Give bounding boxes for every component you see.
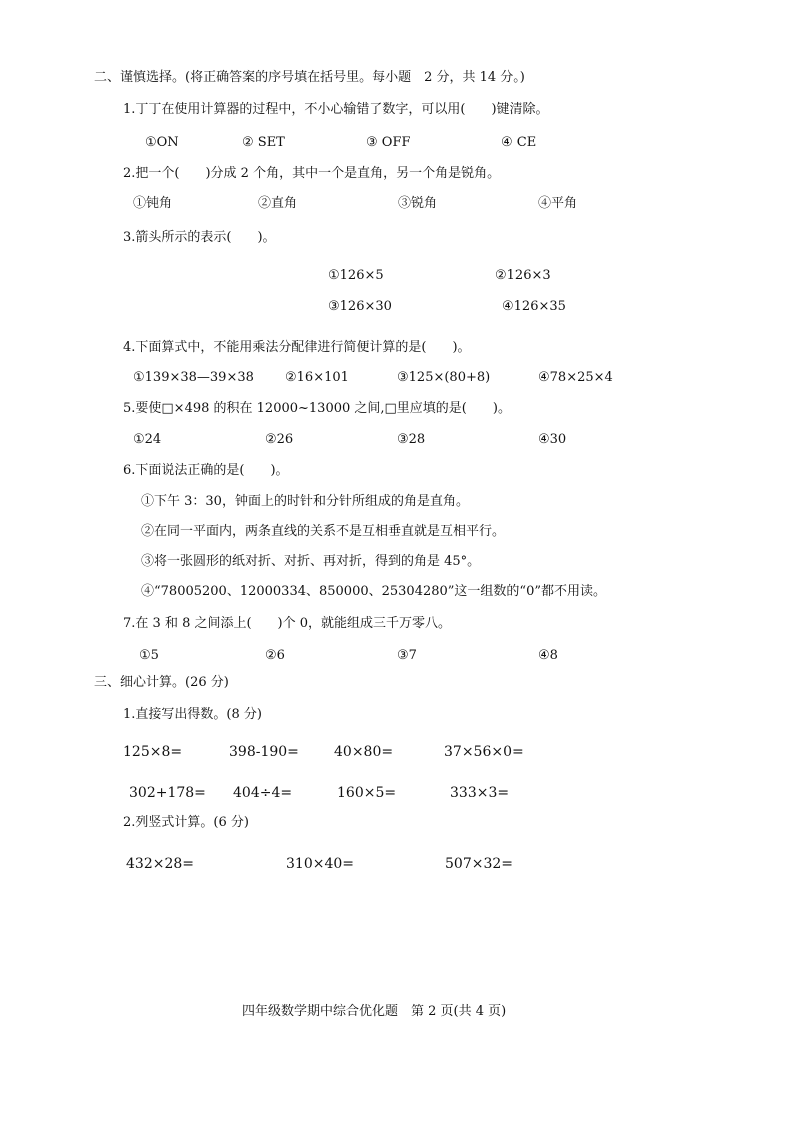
q2-option-b: ②直角 <box>258 196 298 211</box>
q3-option-b: ②126×3 <box>495 268 551 283</box>
part1-title: 1.直接写出得数。(8 分) <box>123 707 262 722</box>
q6-statement-3: ③将一张圆形的纸对折、对折、再对折，得到的角是 45°。 <box>141 554 481 569</box>
page-footer: 四年级数学期中综合优化题 第 2 页(共 4 页) <box>242 1004 507 1019</box>
column-calc-1: 432×28= <box>126 856 194 872</box>
q6-statement-2: ②在同一平面内，两条直线的关系不是互相垂直就是互相平行。 <box>141 524 506 539</box>
q1-stem: 1.丁丁在使用计算器的过程中，不小心输错了数字，可以用( )键清除。 <box>123 102 549 117</box>
mental-calc-3: 40×80= <box>334 744 394 760</box>
q7-option-d: ④8 <box>538 648 558 663</box>
q2-option-c: ③锐角 <box>398 196 438 211</box>
section3-heading: 三、细心计算。(26 分) <box>94 675 229 690</box>
q4-option-a: ①139×38—39×38 <box>133 370 254 385</box>
column-calc-2: 310×40= <box>286 856 354 872</box>
mental-calc-2: 398-190= <box>229 744 299 760</box>
q7-option-b: ②6 <box>265 648 285 663</box>
q3-option-a: ①126×5 <box>328 268 384 283</box>
q5-option-d: ④30 <box>538 432 567 447</box>
q5-option-c: ③28 <box>397 432 426 447</box>
q1-option-c: ③ OFF <box>366 135 411 150</box>
q7-stem: 7.在 3 和 8 之间添上( )个 0，就能组成三千万零八。 <box>123 616 452 631</box>
q2-option-a: ①钝角 <box>133 196 173 211</box>
q3-stem: 3.箭头所示的表示( )。 <box>123 230 276 245</box>
mental-calc-7: 160×5= <box>337 785 397 801</box>
mental-calc-1: 125×8= <box>123 744 183 760</box>
section2-heading: 二、谨慎选择。(将正确答案的序号填在括号里。每小题 2 分，共 14 分。) <box>94 70 525 85</box>
q6-statement-1: ①下午 3：30，钟面上的时针和分针所组成的角是直角。 <box>141 494 469 509</box>
mental-calc-8: 333×3= <box>450 785 510 801</box>
q1-option-d: ④ CE <box>501 135 537 150</box>
q4-option-b: ②16×101 <box>285 370 349 385</box>
q7-option-c: ③7 <box>397 648 417 663</box>
q5-stem: 5.要使□×498 的积在 12000~13000 之间,□里应填的是( )。 <box>123 401 511 416</box>
q2-stem: 2.把一个( )分成 2 个角，其中一个是直角，另一个角是锐角。 <box>123 166 501 181</box>
q1-option-a: ①ON <box>145 135 179 150</box>
q5-option-a: ①24 <box>133 432 162 447</box>
q6-stem: 6.下面说法正确的是( )。 <box>123 463 289 478</box>
q5-option-b: ②26 <box>265 432 294 447</box>
mental-calc-5: 302+178= <box>129 785 206 801</box>
mental-calc-4: 37×56×0= <box>444 744 524 760</box>
q3-option-c: ③126×30 <box>328 299 392 314</box>
q7-option-a: ①5 <box>139 648 159 663</box>
q4-option-d: ④78×25×4 <box>538 370 613 385</box>
q3-option-d: ④126×35 <box>502 299 566 314</box>
mental-calc-6: 404÷4= <box>233 785 293 801</box>
q4-option-c: ③125×(80+8) <box>397 370 491 385</box>
part2-title: 2.列竖式计算。(6 分) <box>123 815 249 830</box>
q6-statement-4: ④“78005200、12000334、850000、25304280”这一组数的“0”都不用读。 <box>141 584 606 599</box>
q2-option-d: ④平角 <box>538 196 578 211</box>
q4-stem: 4.下面算式中，不能用乘法分配律进行简便计算的是( )。 <box>123 340 471 355</box>
column-calc-3: 507×32= <box>445 856 513 872</box>
q1-option-b: ② SET <box>242 135 285 150</box>
